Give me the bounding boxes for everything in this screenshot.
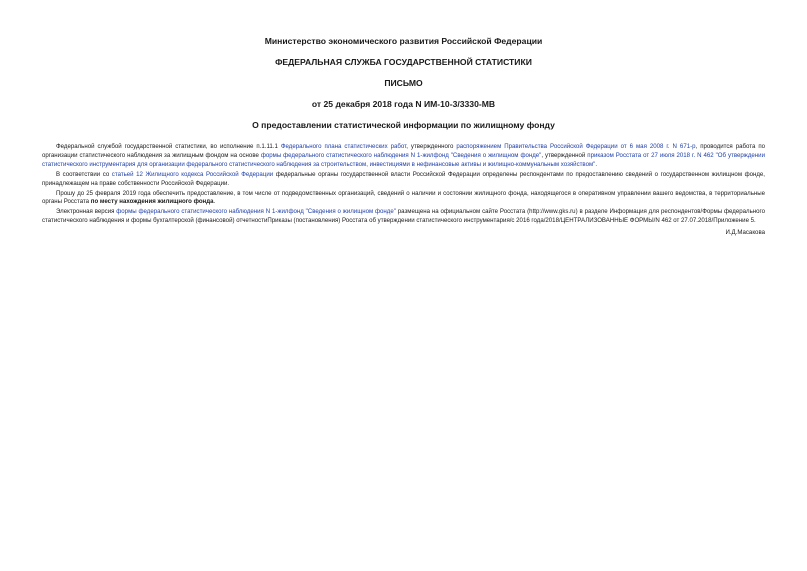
emphasis-location: по месту нахождения жилищного фонда [90,198,214,206]
document-body [42,143,765,237]
link-form-1-zhilfond-electronic[interactable]: формы федерального статистического наблюдения N 1-жилфонд "Сведения о жилищном фонде" [116,208,396,216]
paragraph-text: В соответствии со [56,170,112,178]
link-federal-plan[interactable]: Федерального плана статистических работ [280,143,407,150]
paragraph-1 [42,143,765,170]
signature: И.Д.Масакова [725,229,765,237]
link-rosstat-order-462[interactable]: приказом Росстата от 27 июля 2018 г. N 462 "Об утверждении статистического инструментария для организации федерального статистического наблюдения за строительством, инвестициями в нефинансовые активы и жилищно-коммунальным хозяйством" [42,151,765,168]
paragraph-text: Прошу до 25 февраля 2019 года обеспечить предоставление, в том числе от подведомственных организаций, сведений о наличии и состоянии жилищного фонда, находящегося в оперативном управлении вашего ведомства, в территориальные органы Росстата [42,189,765,206]
document-type: ПИСЬМО [384,78,423,88]
link-housing-code-article-12[interactable]: статьей 12 Жилищного кодекса Российской Федерации [111,170,274,178]
paragraph-2 [42,171,765,189]
document-subject: О предоставлении статистической информации по жилищному фонду [252,120,555,130]
paragraph-text: , утвержденной [541,151,588,159]
paragraph-4 [42,208,765,226]
paragraph-text: Федеральной службой государственной статистики, во исполнение п.1.11.1 [56,143,281,150]
paragraph-text: федеральные органы государственной власти Российской Федерации определены респондентами по предоставлению сведений о государственном жилищном фонде, принадлежащем на праве собственности Российской Федерации. [42,170,765,187]
service-heading: ФЕДЕРАЛЬНАЯ СЛУЖБА ГОСУДАРСТВЕННОЙ СТАТИСТИКИ [275,57,532,67]
document-date-number: от 25 декабря 2018 года N ИМ-10-3/3330-МВ [311,99,496,109]
paragraph-3 [42,190,765,208]
paragraph-text: . [213,198,216,206]
paragraph-text: размещена на официальном сайте Росстата (http://www.gks.ru) в разделе Информация для респондентов/Формы федерального статистического наблюдения и формы бухгалтерской (финансовой) отчетностиПриказы (постановления) Росстата об утверждении статистического инструментария/с 2016 года/2018/ЦЕНТРАЛИЗОВАННЫЕ ФОРМЫ/N 462 от 27.07.2018/Приложение 5. [42,208,765,225]
link-government-order[interactable]: распоряжением Правительства Российской Федерации от 6 мая 2008 г. N 671-р [456,143,696,150]
paragraph-text: Электронная версия [56,208,117,216]
paragraph-text: , проводится работа по организации статистического наблюдения за жилищным фондом на основе [42,143,766,159]
paragraph-text: , утвержденного [406,143,457,150]
paragraph-text: . [595,160,598,168]
ministry-heading: Министерство экономического развития Российской Федерации [264,36,543,46]
link-form-1-zhilfond[interactable]: формы федерального статистического наблюдения N 1-жилфонд "Сведения о жилищном фонде" [260,151,542,159]
